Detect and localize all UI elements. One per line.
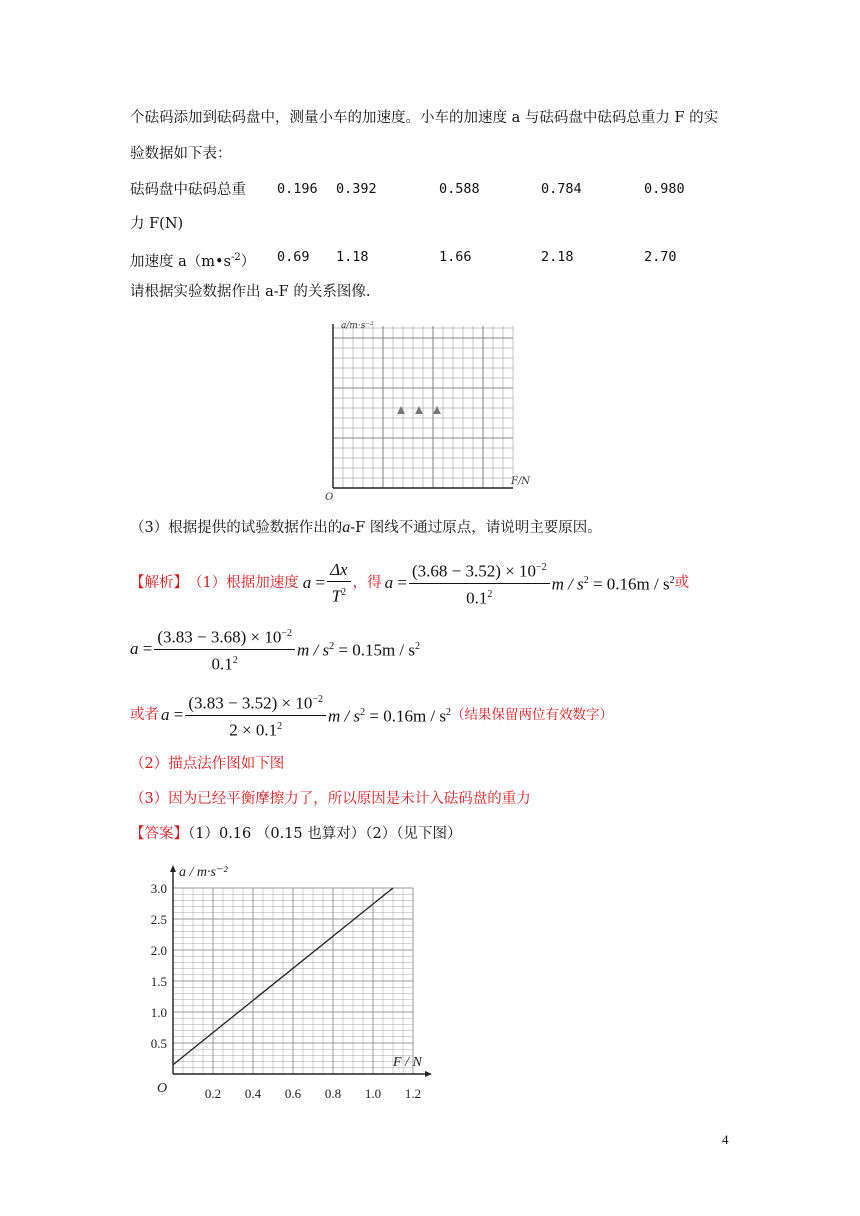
analysis-part-3: （3）因为已经平衡摩擦力了，所以原因是未计入砝码盘的重力 (130, 791, 531, 807)
question-3: （3）根据提供的试验数据作出的a-F 图线不通过原点，请说明主要原因。 (130, 519, 602, 536)
answer-chart (125, 862, 445, 1112)
intro-line-2: 验数据如下表： (130, 146, 232, 162)
table-row2-value: 2.70 (644, 249, 677, 265)
table-row1-label-cont: 力 F(N) (130, 216, 184, 232)
grid1-origin: O (325, 492, 334, 503)
y-tick-label: 1.5 (150, 974, 167, 989)
fraction-2: $\frac{(3.83 - 3.68) \times 10^{-2}}{0.1^2}$ (154, 624, 295, 674)
intro-line-1: 个砝码添加到砝码盘中，测量小车的加速度。小车的加速度 a 与砝码盘中砝码总重力 F 的实 (130, 110, 719, 126)
table-row2-label: 加速度 $a(m•s^{-2})$ (130, 252, 256, 270)
x-axis-arrow (425, 1071, 432, 1077)
table-row1-label: 砝码盘中砝码总重 (130, 182, 246, 198)
table-row2-value: 1.18 (336, 249, 369, 265)
table-row1-value: 0.196 (277, 181, 318, 197)
x-tick-label: 1.0 (364, 1086, 382, 1101)
triangle-marker (397, 406, 405, 414)
table-row2-value: 2.18 (541, 249, 574, 265)
table-row1-value: 0.784 (541, 181, 582, 197)
y-axis-arrow (170, 865, 176, 872)
x-axis-label: F / N (393, 1055, 422, 1070)
x-tick-label: 0.2 (204, 1086, 222, 1101)
analysis-line-3: 或者 a = $\frac{(3.83 - 3.52) \times 10^{-2}}{2 \times 0.1^2}$ $m / s^2 = 0.16m / s^2$ （结果保留两位有效数字） (130, 690, 613, 740)
analysis-line-2: a = $\frac{(3.83 - 3.68) \times 10^{-2}}{0.1^2}$ $m / s^2 = 0.15m / s^2$ (130, 624, 420, 674)
analysis-tag: 【解析】 (130, 575, 188, 591)
table-row1-value: 0.392 (336, 181, 377, 197)
blank-grid-figure (323, 316, 538, 506)
analysis-part-2: （2）描点法作图如下图 (130, 756, 285, 772)
prompt-text: 请根据实验数据作出 a-F 的关系图像. (130, 284, 371, 300)
y-axis-label: a / m·s⁻² (179, 865, 228, 880)
page-number: 4 (722, 1132, 729, 1147)
fraction-1: $\frac{(3.68 - 3.52) \times 10^{-2}}{0.1^2}$ (409, 558, 550, 608)
answer-chart-svg (125, 862, 445, 1112)
table-row1-value: 0.588 (439, 181, 480, 197)
fraction-delta-x-over-t2: $\frac{\Delta x}{T^2}$ (327, 560, 351, 607)
fraction-3: $\frac{(3.83 - 3.52) \times 10^{-2}}{2 \times 0.1^2}$ (185, 690, 326, 740)
x-tick-label: 0.4 (244, 1086, 262, 1101)
y-tick-label: 0.5 (150, 1036, 167, 1051)
triangle-marker (415, 406, 423, 414)
y-tick-label: 1.0 (150, 1005, 167, 1020)
x-tick-label: 1.2 (404, 1086, 422, 1101)
y-tick-label: 3.0 (150, 881, 167, 896)
x-tick-label: 0.6 (284, 1086, 302, 1101)
origin-label: O (157, 1081, 168, 1096)
triangle-marker (433, 406, 441, 414)
grid1-x-label: F/N (511, 476, 531, 487)
answer-tag: 【答案】 (130, 826, 188, 842)
table-row2-value: 0.69 (277, 249, 310, 265)
y-tick-label: 2.5 (150, 912, 167, 927)
analysis-line-1: 【解析】 （1）根据加速度 a = $\frac{\Delta x}{T^2}$ ，得 a = $\frac{(3.68 - 3.52) \times 10^{-2}}{0.1^2}$ $m / s^2 = 0.16m / s^2$ 或 (130, 559, 690, 608)
answer-line: 【答案】（1）0.16 （0.15 也算对）（2）（见下图） (130, 826, 462, 842)
grid1-y-label: a/m·s⁻² (341, 321, 374, 331)
table-row2-value: 1.66 (439, 249, 472, 265)
blank-grid-svg (323, 316, 538, 506)
x-tick-label: 0.8 (324, 1086, 342, 1101)
table-row1-value: 0.980 (644, 181, 685, 197)
y-tick-label: 2.0 (150, 943, 167, 958)
